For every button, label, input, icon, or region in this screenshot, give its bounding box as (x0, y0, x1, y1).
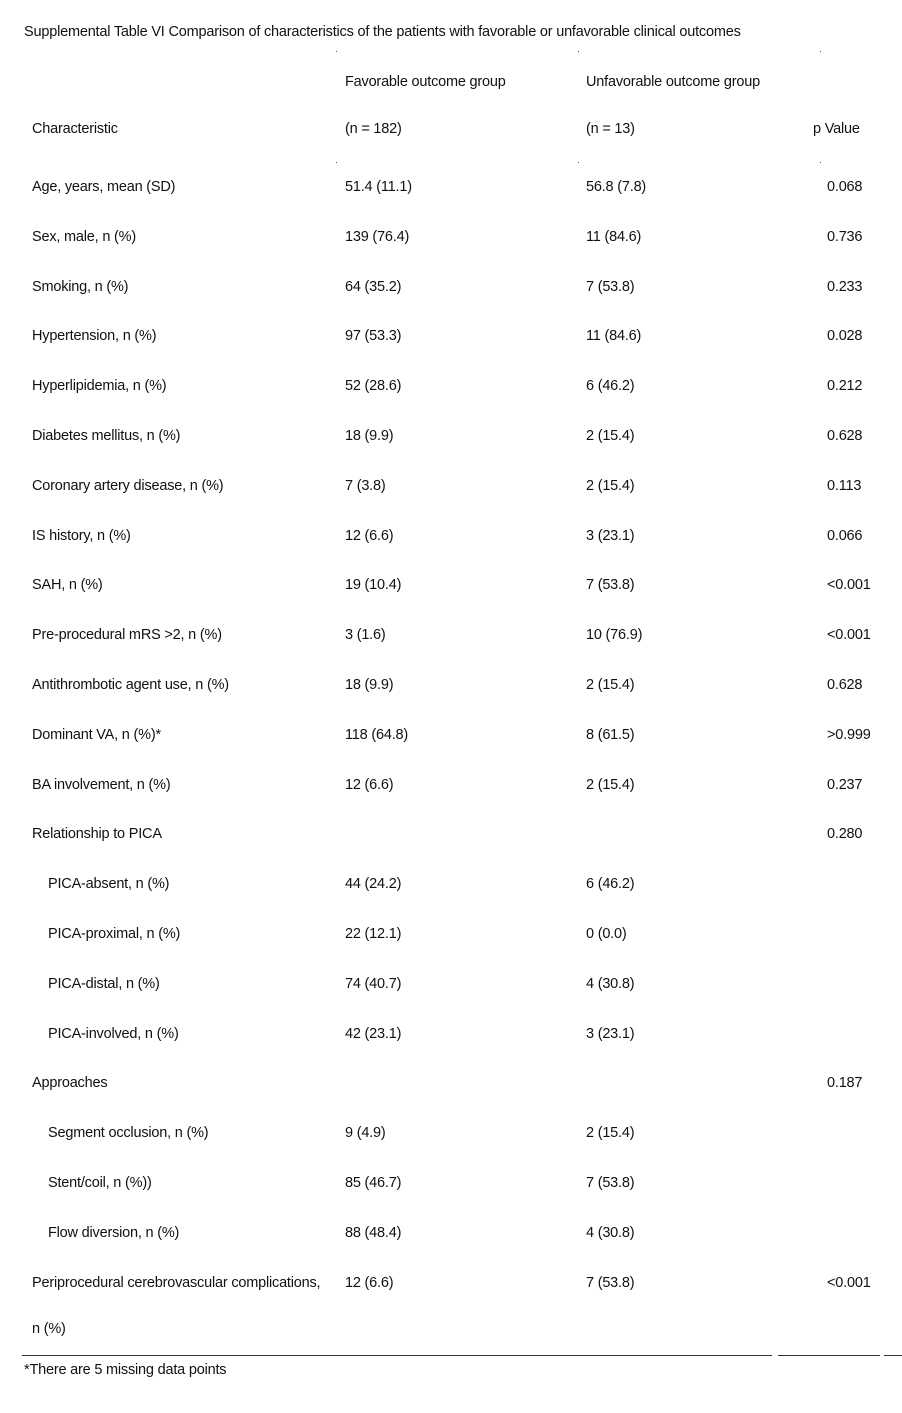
row-favorable-value: 12 (6.6) (345, 1275, 394, 1291)
header-characteristic: Characteristic (32, 121, 118, 137)
row-label: BA involvement, n (%) (32, 777, 171, 793)
row-favorable-value: 19 (10.4) (345, 577, 402, 593)
row-favorable-value: 85 (46.7) (345, 1175, 402, 1191)
row-p-value: 0.280 (827, 826, 863, 842)
row-label: Age, years, mean (SD) (32, 179, 176, 195)
row-p-value: 0.028 (827, 328, 863, 344)
row-label: Hyperlipidemia, n (%) (32, 378, 167, 394)
row-p-value: <0.001 (827, 627, 871, 643)
row-p-value: 0.187 (827, 1075, 863, 1091)
row-unfavorable-value: 4 (30.8) (586, 976, 635, 992)
table-caption: Supplemental Table VI Comparison of characteristics of the patients with favorable or unfavorable clinical outcomes (24, 24, 741, 40)
row-favorable-value: 139 (76.4) (345, 229, 410, 245)
row-label: Coronary artery disease, n (%) (32, 478, 224, 494)
row-unfavorable-value: 0 (0.0) (586, 926, 627, 942)
row-label: PICA-absent, n (%) (48, 876, 170, 892)
row-favorable-value: 88 (48.4) (345, 1225, 402, 1241)
row-favorable-value: 42 (23.1) (345, 1026, 402, 1042)
row-favorable-value: 51.4 (11.1) (345, 179, 412, 195)
row-unfavorable-value: 2 (15.4) (586, 428, 635, 444)
row-unfavorable-value: 7 (53.8) (586, 279, 635, 295)
row-favorable-value: 7 (3.8) (345, 478, 386, 494)
row-favorable-value: 3 (1.6) (345, 627, 386, 643)
dot-marker (578, 51, 579, 52)
row-label: Stent/coil, n (%)) (48, 1175, 152, 1191)
row-p-value: <0.001 (827, 1275, 871, 1291)
row-favorable-value: 22 (12.1) (345, 926, 402, 942)
row-p-value: 0.628 (827, 428, 863, 444)
row-favorable-value: 64 (35.2) (345, 279, 402, 295)
row-favorable-value: 97 (53.3) (345, 328, 402, 344)
row-label: Segment occlusion, n (%) (48, 1125, 209, 1141)
row-unfavorable-value: 2 (15.4) (586, 677, 635, 693)
row-unfavorable-value: 7 (53.8) (586, 1275, 635, 1291)
row-p-value: <0.001 (827, 577, 871, 593)
row-favorable-value: 18 (9.9) (345, 428, 394, 444)
dot-marker (820, 162, 821, 163)
dot-marker (578, 162, 579, 163)
row-unfavorable-value: 6 (46.2) (586, 876, 635, 892)
row-p-value: 0.233 (827, 279, 863, 295)
row-label: PICA-proximal, n (%) (48, 926, 181, 942)
row-unfavorable-value: 7 (53.8) (586, 1175, 635, 1191)
row-p-value: 0.068 (827, 179, 863, 195)
row-favorable-value: 52 (28.6) (345, 378, 402, 394)
row-label: SAH, n (%) (32, 577, 103, 593)
header-unfavorable-group: Unfavorable outcome group (586, 74, 760, 90)
row-label: Sex, male, n (%) (32, 229, 136, 245)
header-favorable-n: (n = 182) (345, 121, 402, 137)
row-favorable-value: 18 (9.9) (345, 677, 394, 693)
last-row-continuation: n (%) (32, 1321, 66, 1337)
row-unfavorable-value: 7 (53.8) (586, 577, 635, 593)
row-label: Dominant VA, n (%)* (32, 727, 161, 743)
row-unfavorable-value: 11 (84.6) (586, 229, 642, 245)
row-p-value: 0.736 (827, 229, 863, 245)
row-label: Diabetes mellitus, n (%) (32, 428, 181, 444)
row-label: Antithrombotic agent use, n (%) (32, 677, 229, 693)
dot-marker (336, 51, 337, 52)
row-p-value: 0.113 (827, 478, 862, 494)
row-label: Pre-procedural mRS >2, n (%) (32, 627, 222, 643)
row-favorable-value: 118 (64.8) (345, 727, 409, 743)
dot-marker (820, 51, 821, 52)
row-label: PICA-involved, n (%) (48, 1026, 179, 1042)
footnote: *There are 5 missing data points (24, 1362, 227, 1378)
row-favorable-value: 12 (6.6) (345, 528, 394, 544)
row-unfavorable-value: 3 (23.1) (586, 528, 635, 544)
row-favorable-value: 12 (6.6) (345, 777, 394, 793)
row-label: Flow diversion, n (%) (48, 1225, 180, 1241)
row-unfavorable-value: 4 (30.8) (586, 1225, 635, 1241)
row-unfavorable-value: 8 (61.5) (586, 727, 635, 743)
row-unfavorable-value: 2 (15.4) (586, 1125, 635, 1141)
header-unfavorable-n: (n = 13) (586, 121, 635, 137)
row-unfavorable-value: 6 (46.2) (586, 378, 635, 394)
table-bottom-rule (22, 1355, 772, 1356)
row-unfavorable-value: 3 (23.1) (586, 1026, 635, 1042)
row-unfavorable-value: 11 (84.6) (586, 328, 642, 344)
row-unfavorable-value: 10 (76.9) (586, 627, 643, 643)
row-label: IS history, n (%) (32, 528, 131, 544)
row-favorable-value: 44 (24.2) (345, 876, 402, 892)
table-bottom-rule (778, 1355, 880, 1356)
row-label: Relationship to PICA (32, 826, 162, 842)
row-unfavorable-value: 2 (15.4) (586, 777, 635, 793)
row-label: Hypertension, n (%) (32, 328, 157, 344)
row-p-value: >0.999 (827, 727, 871, 743)
row-favorable-value: 74 (40.7) (345, 976, 402, 992)
row-p-value: 0.212 (827, 378, 863, 394)
header-p-value: p Value (813, 121, 860, 137)
table-bottom-rule (884, 1355, 902, 1356)
row-p-value: 0.066 (827, 528, 863, 544)
row-p-value: 0.628 (827, 677, 863, 693)
row-label: Periprocedural cerebrovascular complications, (32, 1275, 321, 1291)
row-unfavorable-value: 56.8 (7.8) (586, 179, 647, 195)
row-p-value: 0.237 (827, 777, 863, 793)
row-label: Smoking, n (%) (32, 279, 129, 295)
row-label: Approaches (32, 1075, 108, 1091)
row-favorable-value: 9 (4.9) (345, 1125, 386, 1141)
row-unfavorable-value: 2 (15.4) (586, 478, 635, 494)
row-label: PICA-distal, n (%) (48, 976, 160, 992)
header-favorable-group: Favorable outcome group (345, 74, 506, 90)
dot-marker (336, 162, 337, 163)
